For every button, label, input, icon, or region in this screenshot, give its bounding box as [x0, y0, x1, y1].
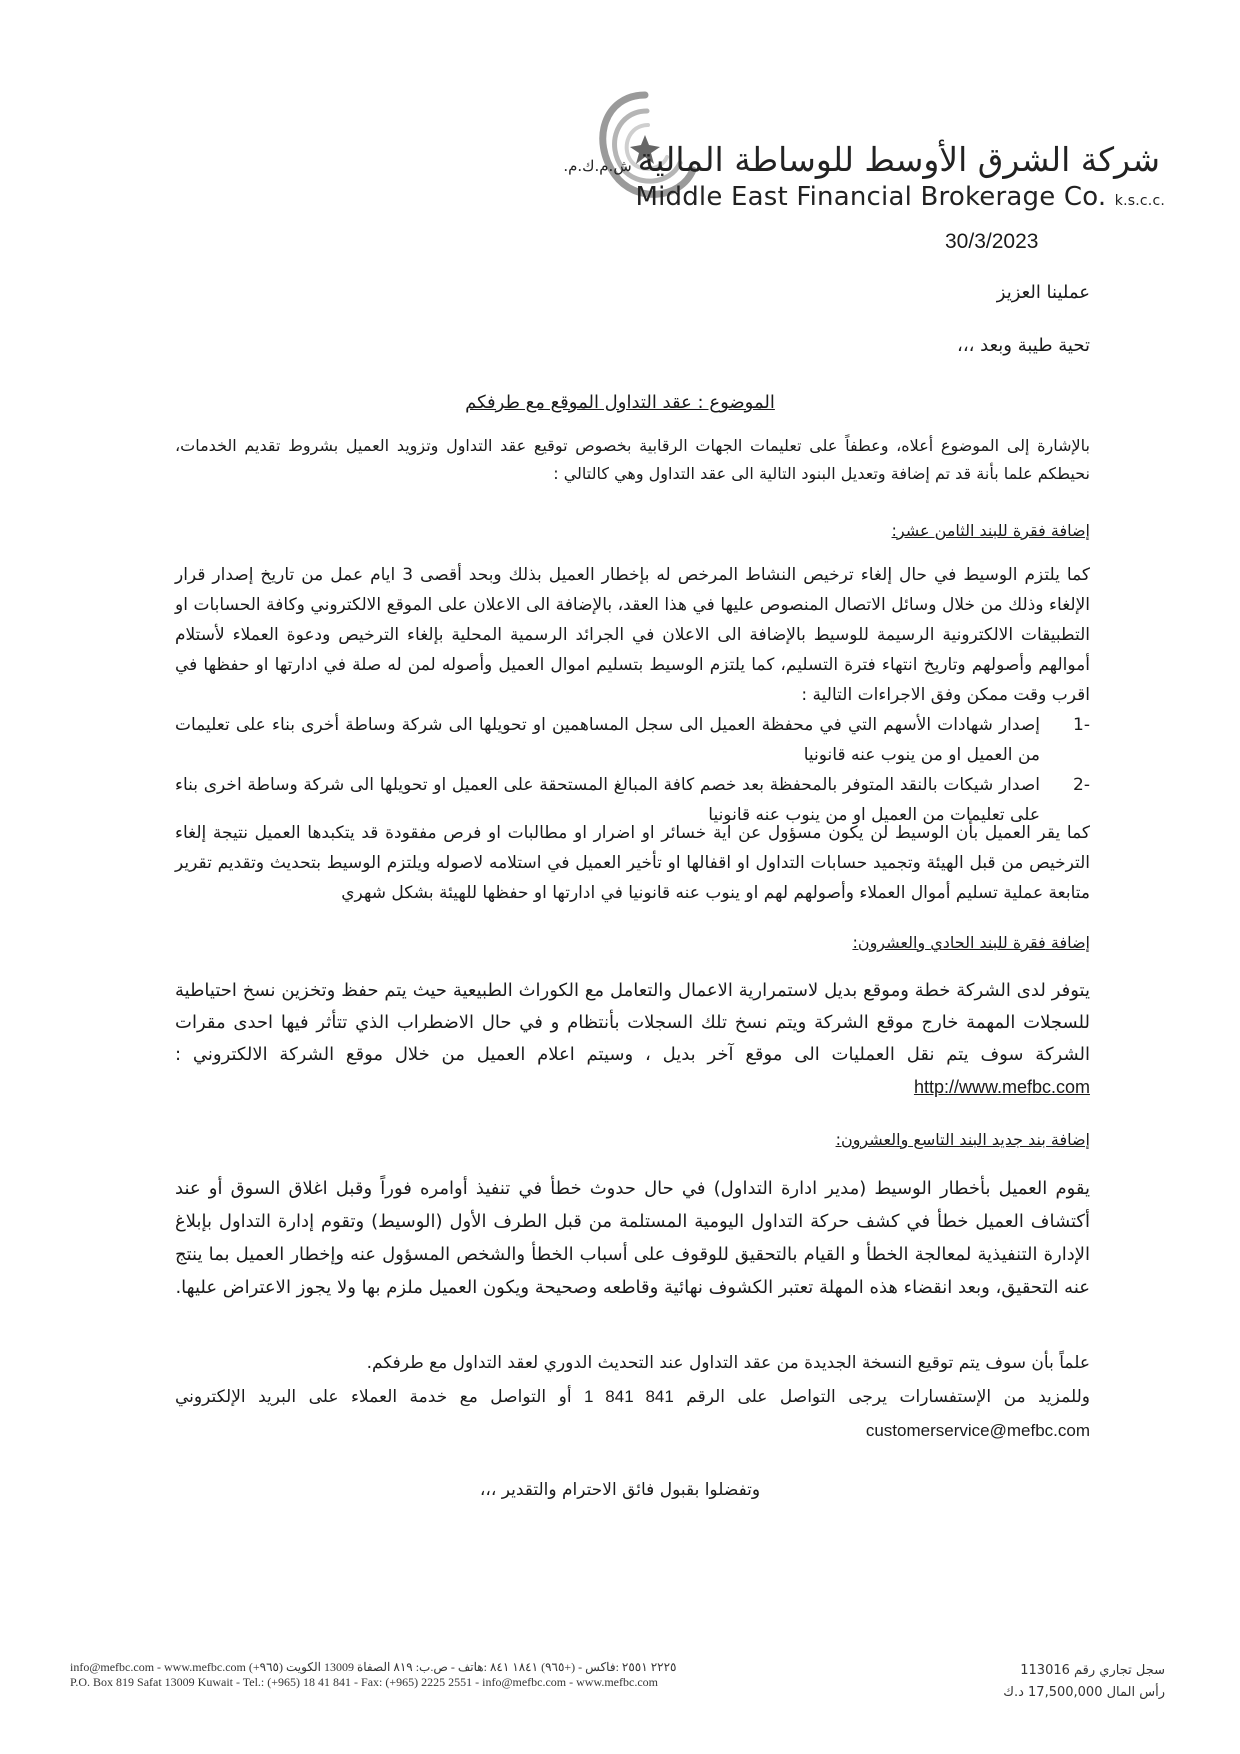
intro-paragraph: بالإشارة إلى الموضوع أعلاه، وعطفاً على تعليمات الجهات الرقابية بخصوص توقيع عقد التداول وتزويد العميل بشروط تقديم الخدمات، نحيطكم علما بأنة قد تم إضافة وتعديل البنود التالية الى عقد التداول وهي كالتالي :: [175, 436, 1090, 483]
section-21-text: يتوفر لدى الشركة خطة وموقع بديل لاستمرارية الاعمال والتعامل مع الكوراث الطبيعية حيث يتم حفظ وتخزين نسخ احتياطية للسجلات المهمة خارج موقع الشركة ويتم نسخ تلك السجلات بأنتظام و في حال الاضطراب الذي تتأثر فيها احدى مقرات الشركة سوف يتم نقل العمليات الى موقع آخر بديل ، وسيتم اعلام العميل من خلال موقع الشركة الالكتروني :: [175, 980, 1090, 1065]
footer-registration: [1003, 1660, 1165, 1704]
section-21-heading: إضافة فقرة للبند الحادي والعشرون:: [852, 933, 1090, 952]
company-name-ar-text: شركة الشرق الأوسط للوساطة المالية: [637, 140, 1160, 179]
list-item-number: -2: [1073, 775, 1090, 795]
company-name-en: [635, 182, 1165, 212]
commercial-registration: سجل تجاري رقم 113016: [1020, 1663, 1165, 1678]
section-29-heading: إضافة بند جديد البند التاسع والعشرون:: [835, 1130, 1090, 1149]
letter-subject: الموضوع : عقد التداول الموقع مع طرفكم: [465, 392, 775, 413]
closing-line-1: علماً بأن سوف يتم توقيع النسخة الجديدة من عقد التداول عند التحديث الدوري لعقد التداول مع طرفكم.: [366, 1353, 1090, 1373]
list-item: [175, 710, 1090, 770]
company-suffix-en: k.s.c.c.: [1114, 193, 1165, 209]
greeting-line-2: تحية طيبة وبعد ،،،: [957, 335, 1090, 356]
customer-phone: 1 841 841: [584, 1387, 674, 1406]
list-item-number: -1: [1073, 715, 1090, 735]
section-18-after: كما يقر العميل بأن الوسيط لن يكون مسؤول عن اية خسائر او اضرار او مطالبات او فرص مفقودة قد يتكبدها العميل نتيجة إلغاء الترخيص من قبل الهيئة وتجميد حسابات التداول او اقفالها او تأخير العميل في استلامه لاصوله ويلتزم الوسيط بتحديث وتقديم تقرير متابعة عملية تسليم أموال العملاء وأصولهم لهم او ينوب عنه قانونيا في ادارتها او حفظها للهيئة بشكل شهري: [175, 823, 1090, 903]
capital: رأس المال 17,500,000 د.ك: [1003, 1685, 1165, 1700]
website-link[interactable]: http://www.mefbc.com: [913, 1077, 1090, 1097]
section-18-heading: إضافة فقرة للبند الثامن عشر:: [891, 521, 1090, 540]
list-item-text: إصدار شهادات الأسهم التي في محفظة العميل الى سجل المساهمين او تحويلها الى شركة وساطة أخرى بناء على تعليمات من العميل او من ينوب عنه قانونيا: [175, 715, 1040, 765]
section-29-body: يقوم العميل بأخطار الوسيط (مدير ادارة التداول) في حال حدوث خطأ في تنفيذ أوامره فوراً وقبل اغلاق السوق أو عند أكتشاف العميل خطأ في كشف حركة التداول اليومية المستلمة من قبل الطرف الأول (الوسيط) وتقوم إدارة التداول بإبلاغ الإدارة التنفيذية لمعالجة الخطأ و القيام بالتحقيق للوقوف على أسباب الخطأ والشخص المسؤول عنه وإخطار العميل بما ينتج عنه التحقيق، وبعد انقضاء هذه المهلة تعتبر الكشوف نهائية وقاطعه وصحيحة ويكون العميل ملزم بها ولا يجوز الاعتراض عليها.: [175, 1178, 1090, 1298]
closing-contact-text: وللمزيد من الإستفسارات يرجى التواصل على الرقم: [686, 1387, 1091, 1407]
footer-contact: [70, 1660, 770, 1690]
footer-contact-line-1: info@mefbc.com - www.mefbc.com (+٩٦٥) ٢٢٢٥ ٢٥٥١ :فاكس - (+٩٦٥) ١٨٤١ ٨٤١ :هاتف - ص.ب: ٨١٩ الصفاة 13009 الكويت: [70, 1660, 677, 1674]
section-21-body: [175, 975, 1090, 1104]
closing-contact-text-2: أو التواصل مع خدمة العملاء على البريد الإلكتروني: [175, 1387, 572, 1407]
closing-regards: وتفضلوا بقبول فائق الاحترام والتقدير ،،،: [479, 1480, 761, 1500]
letter-date: 30/3/2023: [945, 230, 1039, 253]
company-name-en-text: Middle East Financial Brokerage Co.: [635, 182, 1107, 212]
company-name-ar: [563, 140, 1160, 179]
footer-contact-line-2: P.O. Box 819 Safat 13009 Kuwait - Tel.: (+965) 18 41 841 - Fax: (+965) 2225 2551 - info@mefbc.com - www.mefbc.com: [70, 1675, 658, 1689]
section-18-body: كما يلتزم الوسيط في حال إلغاء ترخيص النشاط المرخص له بإخطار العميل بذلك وبحد أقصى 3 ايام عمل من تاريخ إصدار قرار الإلغاء وذلك من خلال وسائل الاتصال المنصوص عليها في هذا العقد، بالإضافة الى الاعلان على الموقع الالكتروني وكافة الحسابات او التطبيقات الالكترونية الرسيمة للوسيط بالإضافة الى الاعلان في الجرائد الرسمية المحلية بإلغاء الترخيص ودعوة العملاء لأستلام أموالهم وأصولهم وتاريخ انتهاء فترة التسليم، كما يلتزم الوسيط بتسليم اموال العميل وأصوله لمن له صلة في ادارتها او حفظها في اقرب وقت ممكن وفق الاجراءات التالية :: [175, 565, 1090, 705]
section-18-list: [175, 710, 1090, 830]
closing-line-2: [175, 1380, 1090, 1448]
list-item-text: اصدار شيكات بالنقد المتوفر بالمحفظة بعد خصم كافة المبالغ المستحقة على العميل او تحويلها الى شركة وساطة اخرى بناء على تعليمات من العميل او من ينوب عنه قانونيا: [175, 775, 1040, 825]
closing-paragraph: [175, 1347, 1090, 1448]
customer-email[interactable]: customerservice@mefbc.com: [865, 1421, 1090, 1440]
greeting-line-1: عملينا العزيز: [996, 282, 1090, 303]
company-suffix-ar: ش.م.ك.م.: [563, 157, 632, 175]
